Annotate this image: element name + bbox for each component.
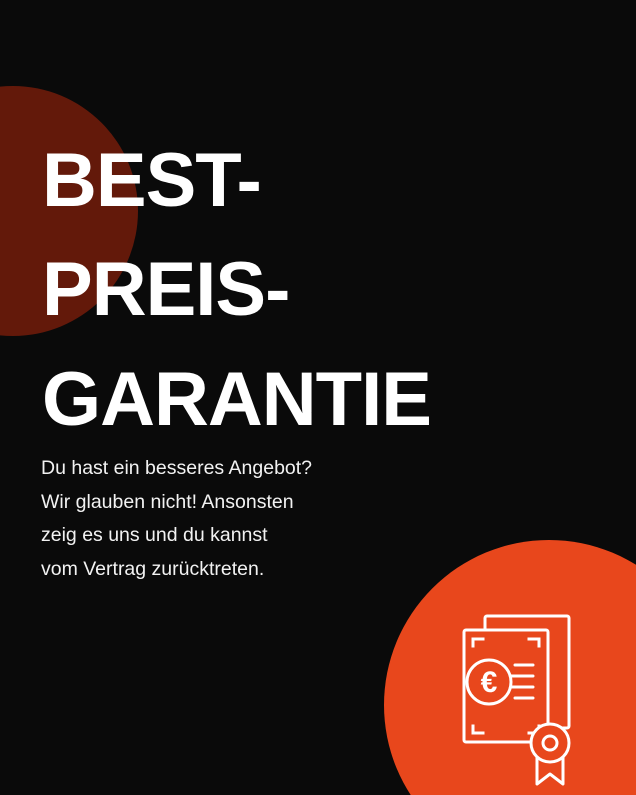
body-text <box>41 452 441 586</box>
headline-line-1: BEST- <box>42 138 261 223</box>
body-line-4: vom Vertrag zurücktreten. <box>41 557 265 580</box>
headline <box>42 126 542 454</box>
headline-line-2: PREIS- <box>42 247 290 333</box>
body-line-3: zeig es uns und du kannst <box>41 524 268 547</box>
body-line-1: Du hast ein besseres Angebot? <box>41 457 313 479</box>
certificate-euro-seal-icon <box>455 612 585 787</box>
body-line-2: Wir glauben nicht! Ansonsten <box>41 490 294 513</box>
svg-text:€: € <box>480 666 498 699</box>
headline-line-3: GARANTIE <box>42 356 431 442</box>
